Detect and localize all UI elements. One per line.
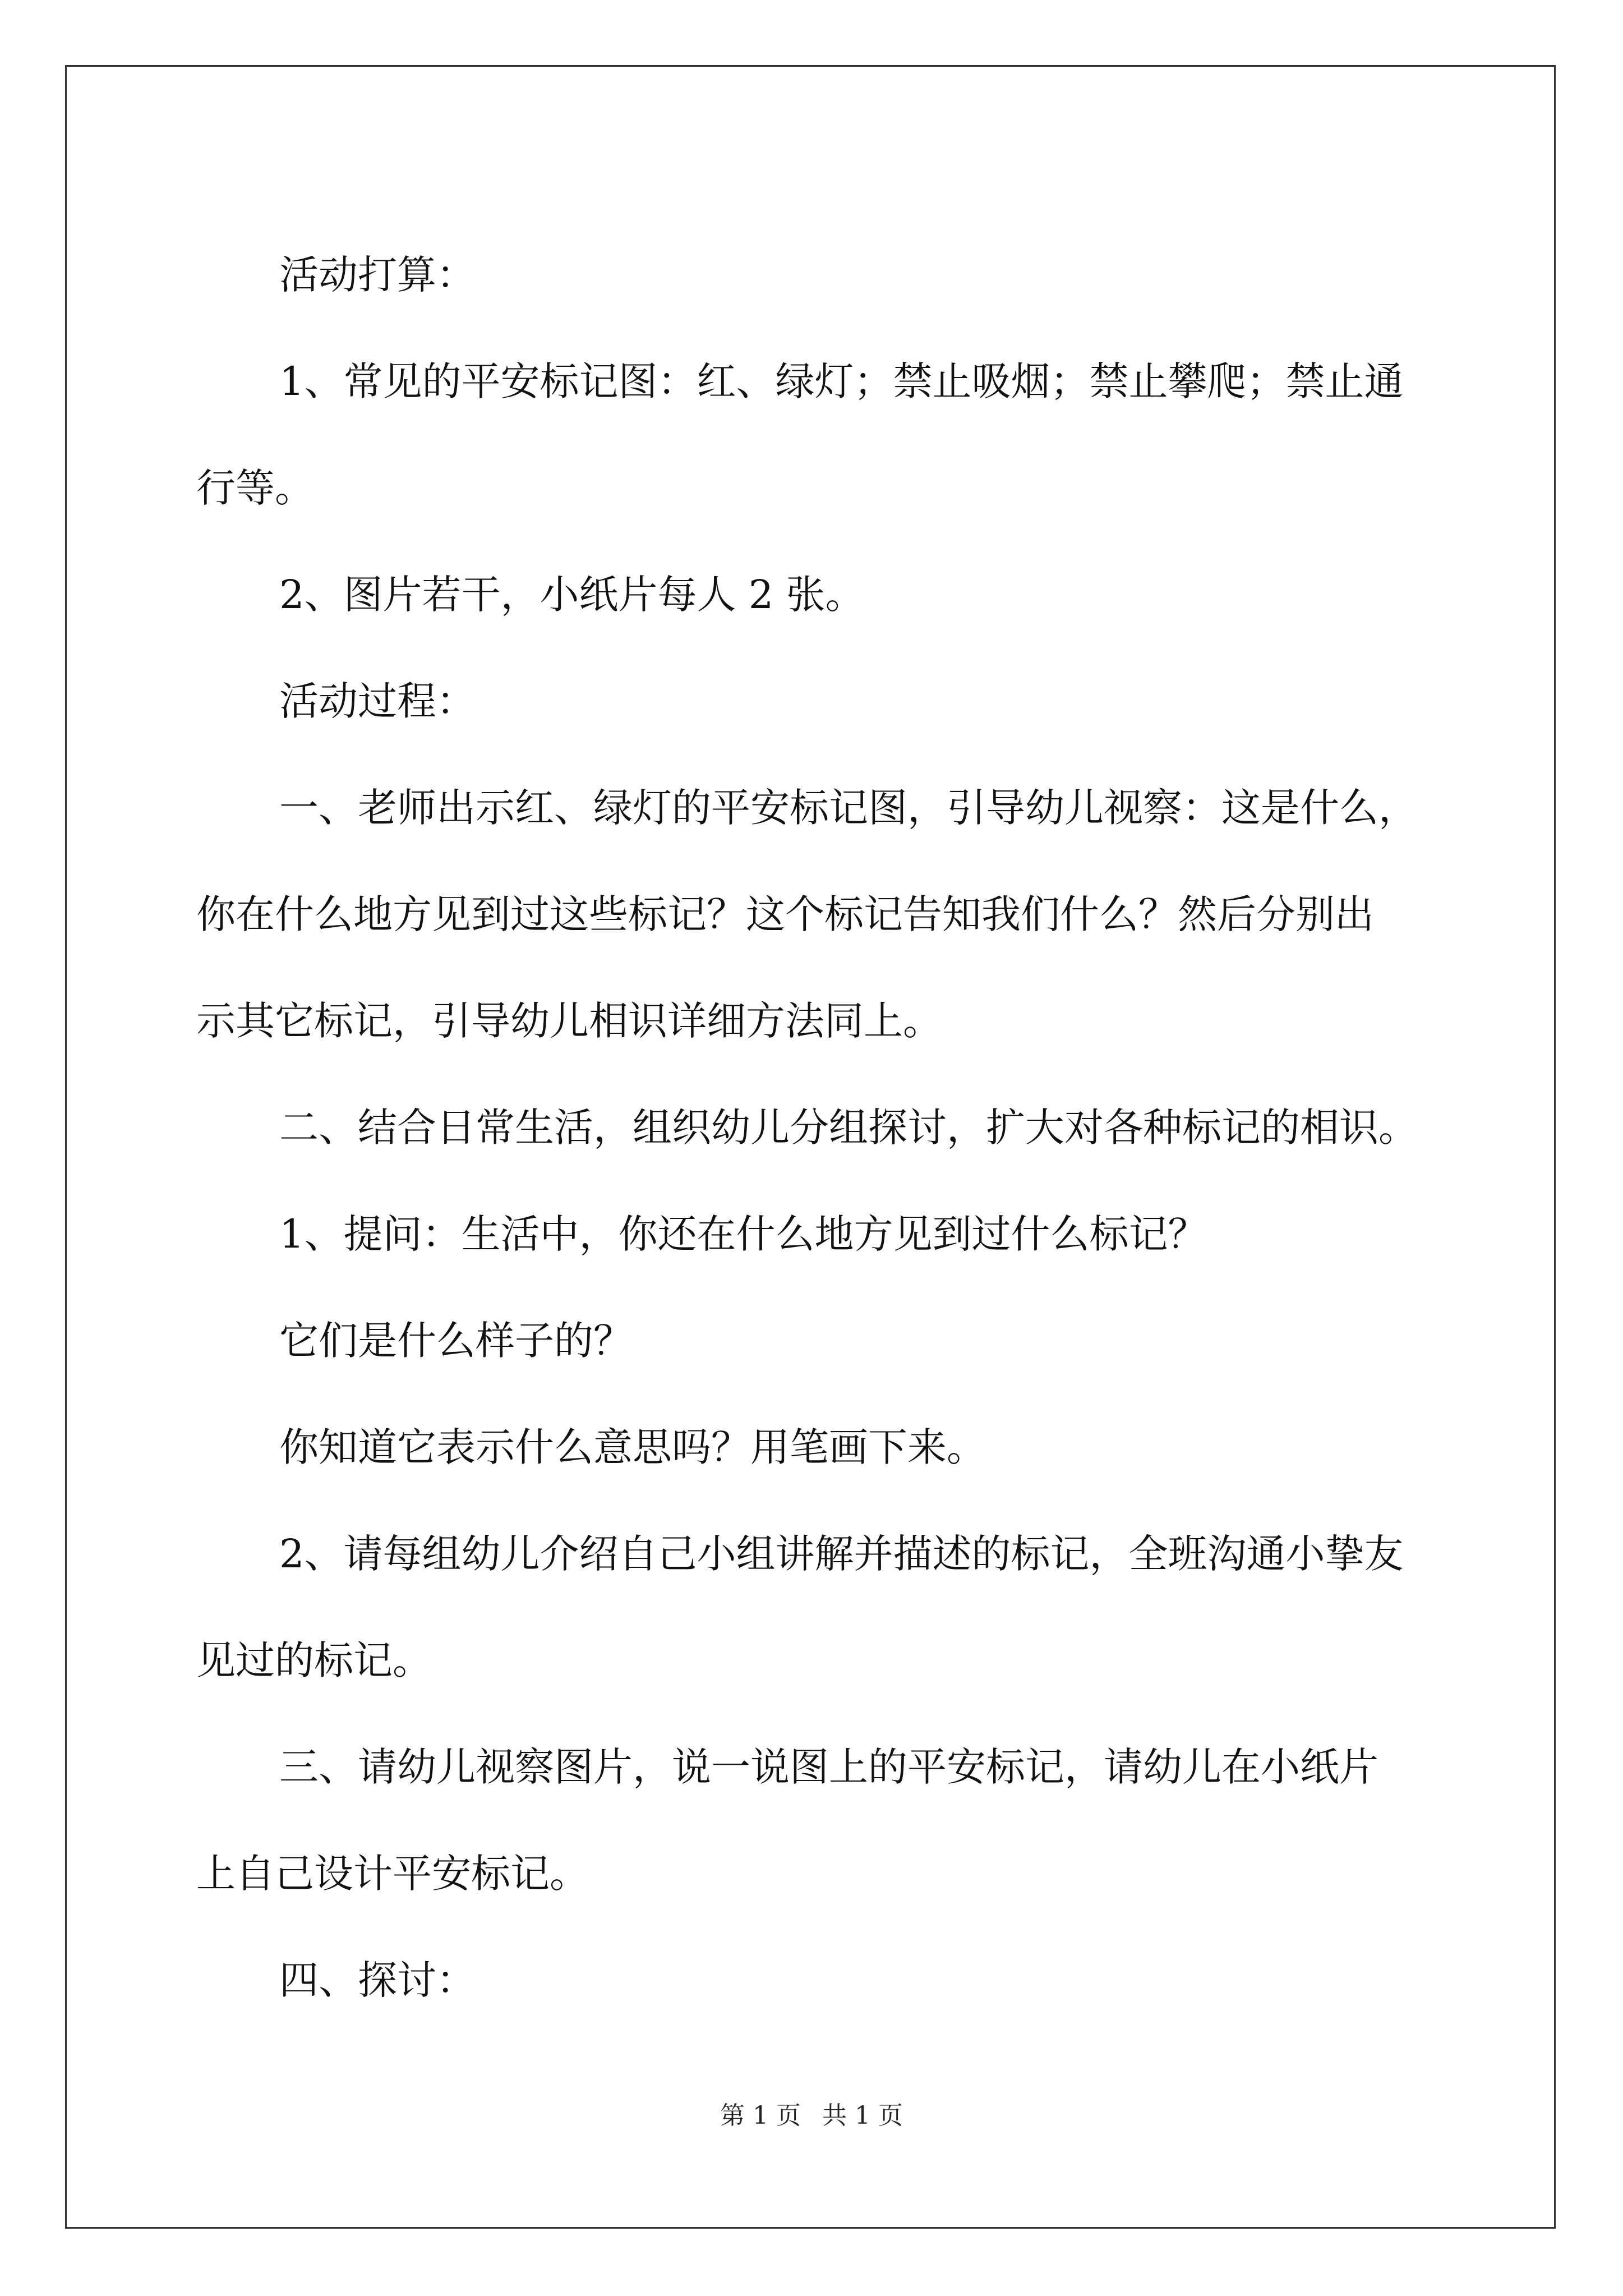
paragraph-line: 三、请幼儿视察图片，说一说图上的平安标记，请幼儿在小纸片 [279,1744,1378,1790]
paragraph-line: 四、探讨： [279,1957,476,2003]
paragraph-line: 一、老师出示红、绿灯的平安标记图，引导幼儿视察：这是什么， [279,785,1418,831]
paragraph-line: 你知道它表示什么意思吗？用笔画下来。 [279,1424,986,1470]
paragraph-line: 活动过程： [279,678,476,724]
paragraph-line: 1、常见的平安标记图：红、绿灯；禁止吸烟；禁止攀爬；禁止通 [279,358,1404,404]
paragraph-line: 二、结合日常生活，组织幼儿分组探讨，扩大对各种标记的相识。 [279,1105,1418,1151]
page-number: 第 1 页 [720,2101,801,2130]
paragraph-line: 行等。 [196,465,314,511]
paragraph-line: 见过的标记。 [196,1637,432,1683]
paragraph-line: 活动打算： [279,252,476,298]
paragraph-line: 示其它标记，引导幼儿相识详细方法同上。 [196,998,942,1044]
paragraph-line: 上自己设计平安标记。 [196,1851,589,1897]
page-total: 共 1 页 [822,2101,903,2130]
paragraph-line: 2、图片若干，小纸片每人 2 张。 [279,572,865,618]
paragraph-line: 你在什么地方见到过这些标记？这个标记告知我们什么？然后分别出 [196,891,1374,937]
paragraph-line: 1、提问：生活中，你还在什么地方见到过什么标记？ [279,1211,1207,1257]
document-body [196,222,1430,2033]
paragraph-line: 2、请每组幼儿介绍自己小组讲解并描述的标记，全班沟通小挚友 [279,1531,1404,1577]
paragraph-line: 它们是什么样子的？ [279,1318,633,1364]
page-footer [0,2095,1623,2131]
